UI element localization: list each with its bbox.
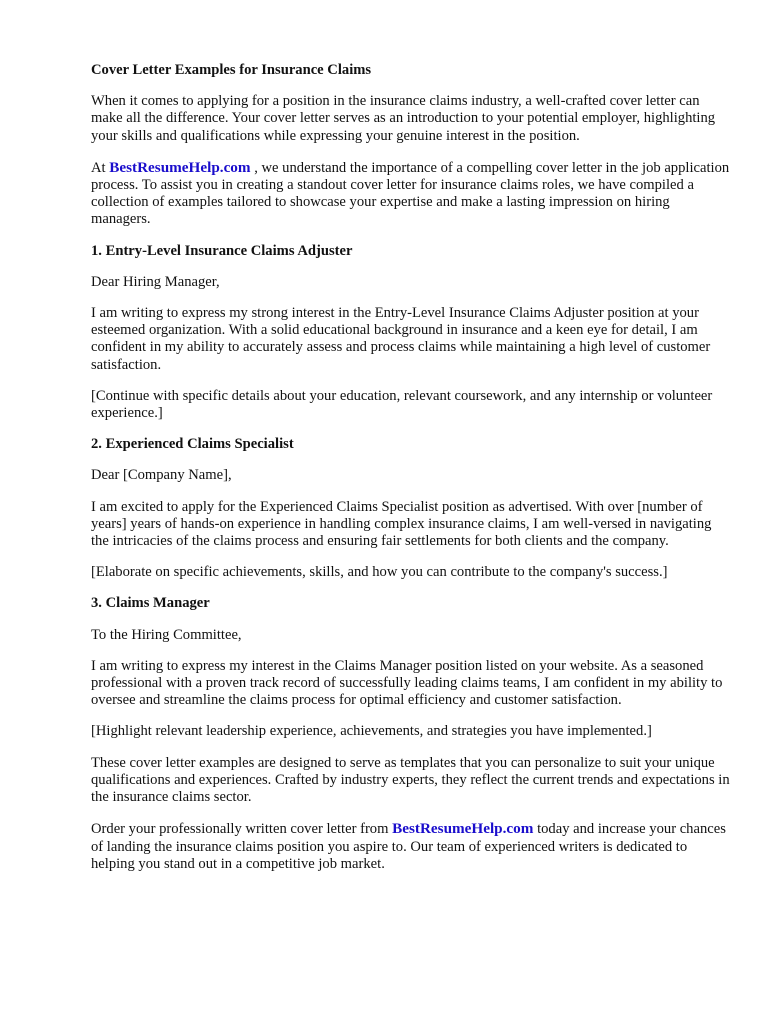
letter-note: [Highlight relevant leadership experience, achievements, and strategies you have implemented.] (91, 723, 652, 740)
letter-body: I am excited to apply for the Experienced Claims Specialist position as advertised. With over [number of years] years of hands-on experience in handling complex insurance claims, I am well-versed in navigating the intricacies of the claims process and ensuring fair settlements for both clients and the company. (91, 498, 712, 550)
about-suffix: , we understand the importance of a compelling cover letter in the job application process. To assist you in creating a standout cover letter for insurance claims roles, we have compiled a collection of examples tailored to showcase your expertise and make a lasting impression on hiring managers. (91, 159, 730, 228)
section-heading-manager: 3. Claims Manager (91, 595, 210, 612)
letter-body: I am writing to express my strong interest in the Entry-Level Insurance Claims Adjuster position at your esteemed organization. With a solid educational background in insurance and a keen eye for detail, I am confident in my ability to accurately assess and process claims while maintaining a high level of customer satisfaction. (91, 305, 711, 373)
section-heading-experienced: 2. Experienced Claims Specialist (91, 436, 294, 453)
about-paragraph (91, 159, 731, 229)
cta-paragraph (91, 820, 731, 873)
letter-note: [Elaborate on specific achievements, skills, and how you can contribute to the company's success.] (91, 564, 668, 581)
closing-paragraph: These cover letter examples are designed to serve as templates that you can personalize to suit your unique qualifications and experiences. Crafted by industry experts, they reflect the current trends and expectations in the insurance claims sector. (91, 754, 730, 806)
letter-note: [Continue with specific details about your education, relevant coursework, and any internship or volunteer experience.] (91, 387, 713, 422)
letter-body: I am writing to express my interest in the Claims Manager position listed on your website. As a seasoned professional with a proven track record of successfully leading claims teams, I am confident in my ability to oversee and streamline the claims process for optimal efficiency and customer satisfaction. (91, 657, 723, 709)
salutation: Dear [Company Name], (91, 467, 232, 484)
about-prefix: At (91, 159, 110, 176)
bestresumehelp-link[interactable]: BestResumeHelp.com (109, 158, 251, 176)
intro-paragraph: When it comes to applying for a position in the insurance claims industry, a well-crafted cover letter can make all the difference. Your cover letter serves as an introduction to your potential employer, highlighting your skills and qualifications while expressing your genuine interest in the position. (91, 93, 716, 144)
cta-prefix: Order your professionally written cover letter from (91, 821, 393, 838)
salutation: To the Hiring Committee, (91, 626, 242, 643)
document-page (91, 62, 731, 887)
section-heading-entry-level: 1. Entry-Level Insurance Claims Adjuster (91, 242, 353, 259)
bestresumehelp-order-link[interactable]: BestResumeHelp.com (392, 820, 534, 838)
cta-suffix: today and increase your chances of landing the insurance claims position you aspire to. Our team of experienced writers is dedicated to helping you stand out in a competitive job market. (91, 821, 726, 872)
document-title: Cover Letter Examples for Insurance Claims (91, 62, 372, 78)
salutation: Dear Hiring Manager, (91, 273, 220, 290)
